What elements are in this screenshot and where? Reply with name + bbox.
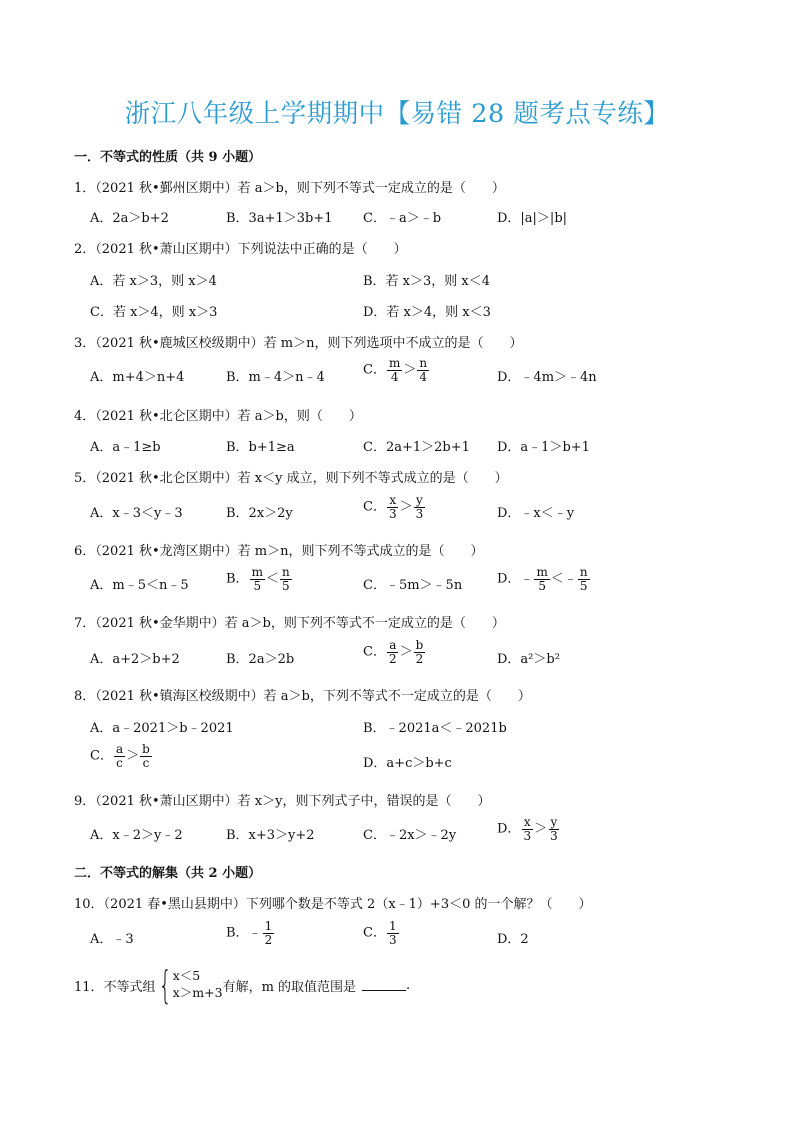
question-5-option-c	[363, 494, 426, 520]
denominator: 2	[415, 651, 424, 666]
inequality-line-1: x＜5	[172, 968, 201, 984]
option-label: B．	[226, 571, 249, 587]
page-title: 浙江八年级上学期期中【易错 28 题考点专练】	[124, 99, 670, 129]
question-5-option-b: B．2x＞2y	[226, 506, 293, 521]
fraction	[387, 920, 399, 946]
question-3-option-b: B．m﹣4＞n﹣4	[226, 370, 325, 385]
fraction	[414, 639, 426, 665]
question-2-option-b: B．若 x＞3，则 x＜4	[363, 274, 491, 289]
option-label: C．	[363, 925, 386, 941]
question-11-suffix: 有解，m 的取值范围是	[222, 979, 357, 995]
question-8-option-c	[90, 743, 153, 769]
denominator: 4	[419, 369, 428, 384]
option-label: B．﹣	[226, 925, 262, 941]
fraction	[114, 743, 125, 769]
denominator: 2	[264, 932, 273, 947]
inequality-lines	[173, 968, 223, 1002]
question-9-option-c: C．﹣2x＞﹣2y	[363, 828, 457, 843]
question-3-option-a: A．m+4＞n+4	[90, 370, 185, 385]
numerator: x	[389, 493, 397, 507]
numerator: n	[281, 565, 290, 579]
relation: ＞	[403, 362, 417, 378]
question-5-option-a: A．x﹣3＜y﹣3	[90, 506, 183, 521]
numerator: a	[115, 742, 124, 756]
numerator: x	[523, 815, 531, 829]
numerator: 1	[264, 919, 273, 933]
question-3-stem: 3．（2021 秋•鹿城区校级期中）若 m＞n，则下列选项中不成立的是（ ）	[74, 336, 523, 351]
fraction	[578, 566, 590, 592]
question-8-option-b: B．﹣2021a＜﹣2021b	[363, 721, 507, 736]
question-2-option-c: C．若 x＞4，则 x＞3	[90, 305, 218, 320]
question-11	[74, 963, 411, 1007]
question-9-option-b: B．x+3＞y+2	[226, 828, 315, 843]
fraction	[417, 357, 429, 383]
relation: ＞	[399, 499, 413, 515]
question-10-option-b	[226, 920, 275, 946]
inequality-system	[156, 963, 223, 1007]
denominator: 2	[388, 651, 397, 666]
question-9-stem: 9．（2021 秋•萧山区期中）若 x＞y，则下列式子中，错误的是（ ）	[74, 794, 491, 809]
relation: ＞	[126, 748, 140, 764]
relation: ＜	[265, 571, 279, 587]
option-label: C．	[363, 499, 386, 515]
question-8-stem: 8．（2021 秋•镇海区校级期中）若 a＞b，下列不等式不一定成立的是（ ）	[74, 689, 531, 704]
question-1-option-a: A．2a＞b+2	[90, 211, 169, 226]
option-label: C．	[363, 362, 386, 378]
question-9-option-a: A．x﹣2＞y﹣2	[90, 828, 183, 843]
relation: ＞	[534, 821, 548, 837]
denominator: 3	[415, 506, 424, 521]
fraction	[387, 357, 402, 383]
denominator: 4	[390, 369, 399, 384]
question-1-option-c: C．﹣a＞﹣b	[363, 211, 442, 226]
option-label: C．	[90, 748, 113, 764]
question-10-option-c	[363, 920, 400, 946]
question-6-option-b	[226, 566, 293, 592]
question-4-option-b: B．b+1≥a	[226, 440, 295, 455]
question-7-option-a: A．a+2＞b+2	[90, 652, 180, 667]
denominator: 3	[550, 828, 558, 843]
denominator: c	[142, 755, 150, 770]
fraction	[387, 494, 399, 520]
numerator: n	[579, 565, 588, 579]
question-5-option-d: D．﹣x＜﹣y	[497, 506, 575, 521]
question-1-option-b: B．3a+1＞3b+1	[226, 211, 333, 226]
question-6-stem: 6．（2021 秋•龙湾区期中）若 m＞n，则下列不等式成立的是（ ）	[74, 544, 484, 559]
fraction	[263, 920, 275, 946]
option-label: C．	[363, 644, 386, 660]
option-label: D．﹣	[497, 571, 534, 587]
question-11-prefix: 11．不等式组	[74, 979, 156, 995]
fraction	[534, 566, 549, 592]
question-3-option-d: D．﹣4m＞﹣4n	[497, 370, 597, 385]
numerator: y	[550, 815, 558, 829]
question-6-option-c: C．﹣5m＞﹣5n	[363, 578, 463, 593]
question-8-option-a: A．a﹣2021＞b﹣2021	[90, 721, 234, 736]
numerator: m	[536, 565, 548, 579]
question-1-option-d: D．|a|＞|b|	[497, 211, 568, 226]
question-9-option-d	[497, 816, 561, 842]
question-4-option-c: C．2a+1＞2b+1	[363, 440, 470, 455]
denominator: 3	[523, 828, 532, 843]
question-11-end: .	[406, 977, 411, 993]
question-7-option-b: B．2a＞2b	[226, 652, 295, 667]
fraction	[521, 816, 533, 842]
question-6-option-a: A．m﹣5＜n﹣5	[90, 578, 189, 593]
question-1-stem: 1．（2021 秋•鄞州区期中）若 a＞b，则下列不等式一定成立的是（ ）	[74, 181, 505, 196]
numerator: b	[415, 638, 424, 652]
option-label: D．	[497, 821, 521, 837]
denominator: 5	[538, 578, 546, 593]
fraction	[387, 639, 399, 665]
fraction	[250, 566, 265, 592]
question-5-stem: 5．（2021 秋•北仑区期中）若 x＜y 成立，则下列不等式成立的是（ ）	[74, 471, 508, 486]
denominator: 5	[253, 578, 262, 593]
fraction	[140, 743, 152, 769]
question-6-option-d	[497, 566, 591, 592]
answer-blank[interactable]	[362, 979, 406, 991]
numerator: a	[389, 638, 397, 652]
numerator: m	[388, 356, 401, 370]
question-7-option-d: D．a²＞b²	[497, 652, 560, 667]
numerator: y	[416, 493, 423, 507]
inequality-line-2: x＞m+3	[172, 985, 223, 1000]
question-7-stem: 7．（2021 秋•金华期中）若 a＞b，则下列不等式不一定成立的是（ ）	[74, 616, 505, 631]
denominator: 3	[388, 506, 397, 521]
question-8-option-d: D．a+c＞b+c	[363, 756, 452, 771]
question-10-option-d: D．2	[497, 932, 529, 947]
fraction	[548, 816, 560, 842]
question-4-option-d: D．a﹣1＞b+1	[497, 440, 590, 455]
relation: ＜﹣	[550, 571, 577, 587]
question-10-stem: 10．（2021 春•黑山县期中）下列哪个数是不等式 2（x﹣1）+3＜0 的一个解？（ ）	[74, 897, 592, 912]
denominator: 5	[579, 578, 588, 593]
numerator: n	[419, 356, 428, 370]
question-7-option-c	[363, 639, 426, 665]
question-2-option-d: D．若 x＞4，则 x＜3	[363, 305, 491, 320]
numerator: 1	[388, 919, 397, 933]
question-10-option-a: A．﹣3	[90, 932, 134, 947]
fraction	[414, 494, 426, 520]
question-4-stem: 4．（2021 秋•北仑区期中）若 a＞b，则（ ）	[74, 409, 362, 424]
section-heading-2: 二．不等式的解集（共 2 小题）	[74, 866, 262, 881]
denominator: 3	[388, 932, 397, 947]
relation: ＞	[399, 644, 413, 660]
question-3-option-c	[363, 357, 430, 383]
denominator: 5	[282, 578, 290, 593]
denominator: c	[116, 755, 123, 770]
section-heading-1: 一．不等式的性质（共 9 小题）	[74, 150, 262, 165]
question-4-option-a: A．a﹣1≥b	[90, 440, 161, 455]
question-2-stem: 2．（2021 秋•萧山区期中）下列说法中正确的是（ ）	[74, 242, 407, 257]
fraction	[280, 566, 292, 592]
numerator: m	[251, 565, 263, 579]
left-brace-icon: {	[157, 963, 172, 1007]
numerator: b	[142, 742, 150, 756]
question-2-option-a: A．若 x＞3，则 x＞4	[90, 274, 217, 289]
